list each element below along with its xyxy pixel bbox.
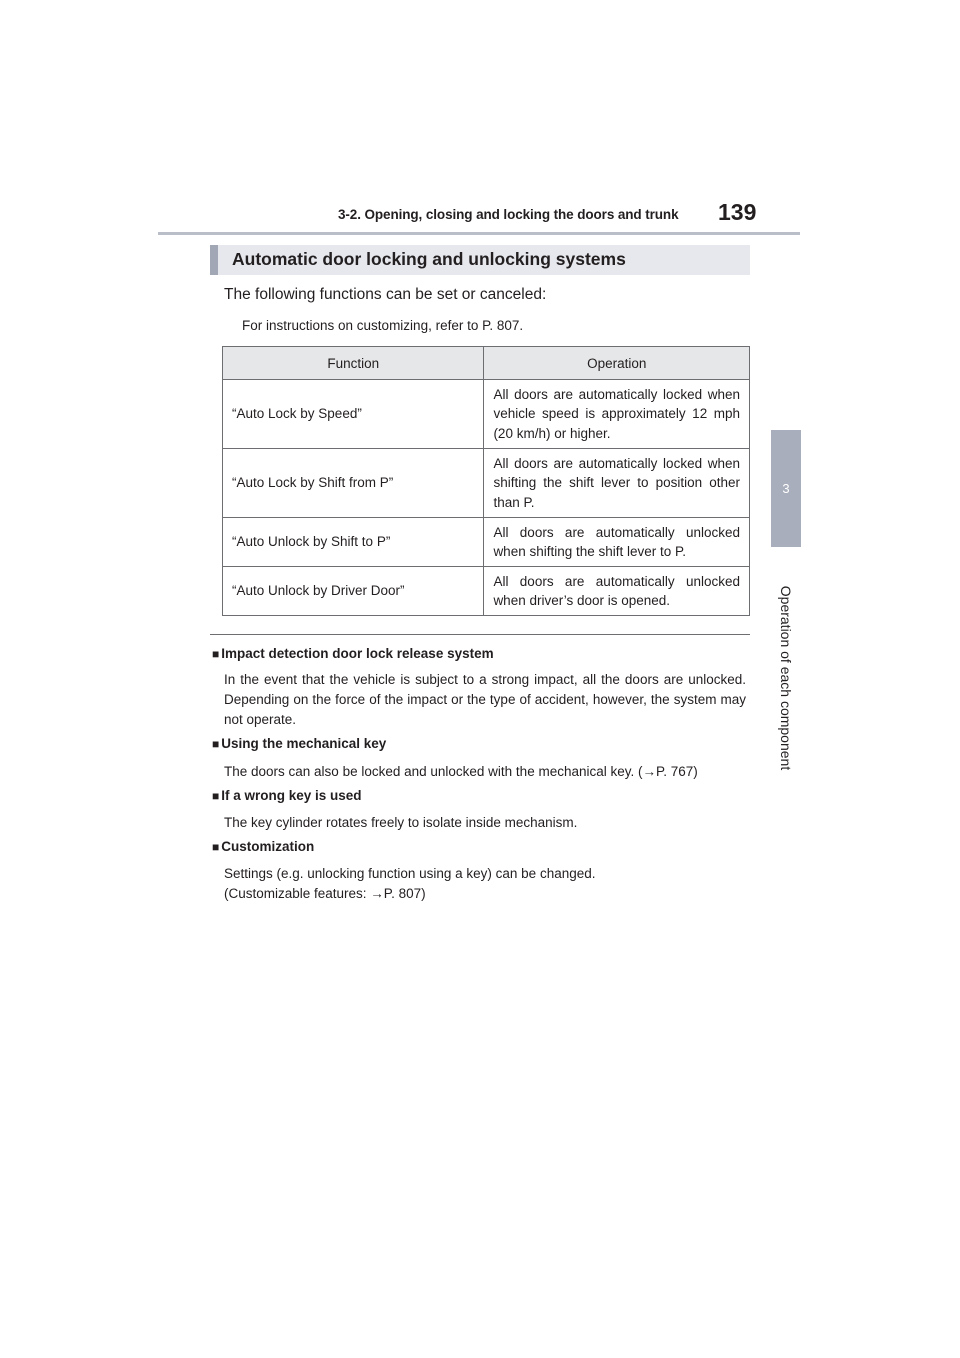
square-bullet-icon: ■ — [212, 737, 220, 751]
topic-heading: ■ Using the mechanical key — [212, 736, 387, 751]
square-bullet-icon: ■ — [212, 647, 220, 661]
table-row — [223, 380, 750, 449]
operation-cell: All doors are automatically unlocked when shifting the shift lever to P. — [484, 518, 750, 567]
topic-body: (Customizable features: →P. 807) — [224, 886, 426, 901]
topic-body: The key cylinder rotates freely to isolate inside mechanism. — [224, 815, 578, 830]
section-divider — [210, 634, 750, 635]
table-row — [223, 449, 750, 518]
page-number: 139 — [718, 199, 757, 225]
function-cell: “Auto Unlock by Driver Door” — [223, 567, 484, 616]
chapter-tab: 3 — [771, 430, 801, 547]
operation-cell: All doors are automatically locked when shifting the shift lever to position other than P. — [484, 449, 750, 518]
table-row — [223, 518, 750, 567]
topic-heading: ■ Impact detection door lock release system — [212, 646, 494, 661]
section-heading-bar — [210, 245, 750, 275]
operation-cell: All doors are automatically locked when vehicle speed is approximately 12 mph (20 km/h) or higher. — [484, 380, 750, 449]
topic-body: Settings (e.g. unlocking function using a key) can be changed. — [224, 866, 596, 881]
function-table — [222, 346, 750, 616]
chapter-label: Operation of each component — [778, 585, 794, 771]
header-divider — [158, 232, 800, 235]
square-bullet-icon: ■ — [212, 840, 220, 854]
function-cell: “Auto Lock by Shift from P” — [223, 449, 484, 518]
section-title: Automatic door locking and unlocking systems — [232, 249, 626, 269]
table-row — [223, 567, 750, 616]
function-cell: “Auto Lock by Speed” — [223, 380, 484, 449]
intro-text: The following functions can be set or canceled: — [224, 286, 547, 303]
square-bullet-icon: ■ — [212, 789, 220, 803]
topic-body: In the event that the vehicle is subject to a strong impact, all the doors are unlocked. Depending on the force of the impact or the type of accident, however, the system may not operate. — [224, 672, 746, 727]
topic-heading: ■ If a wrong key is used — [212, 788, 362, 803]
topic-heading: ■ Customization — [212, 839, 315, 854]
customize-note: For instructions on customizing, refer to P. 807. — [242, 318, 524, 333]
running-header: 3-2. Opening, closing and locking the doors and trunk — [338, 207, 679, 222]
table-header-row — [223, 347, 750, 380]
column-header-operation: Operation — [484, 347, 750, 380]
topic-body: The doors can also be locked and unlocked with the mechanical key. (→P. 767) — [224, 764, 698, 779]
column-header-function: Function — [223, 347, 484, 380]
operation-cell: All doors are automatically unlocked when driver’s door is opened. — [484, 567, 750, 616]
function-cell: “Auto Unlock by Shift to P” — [223, 518, 484, 567]
